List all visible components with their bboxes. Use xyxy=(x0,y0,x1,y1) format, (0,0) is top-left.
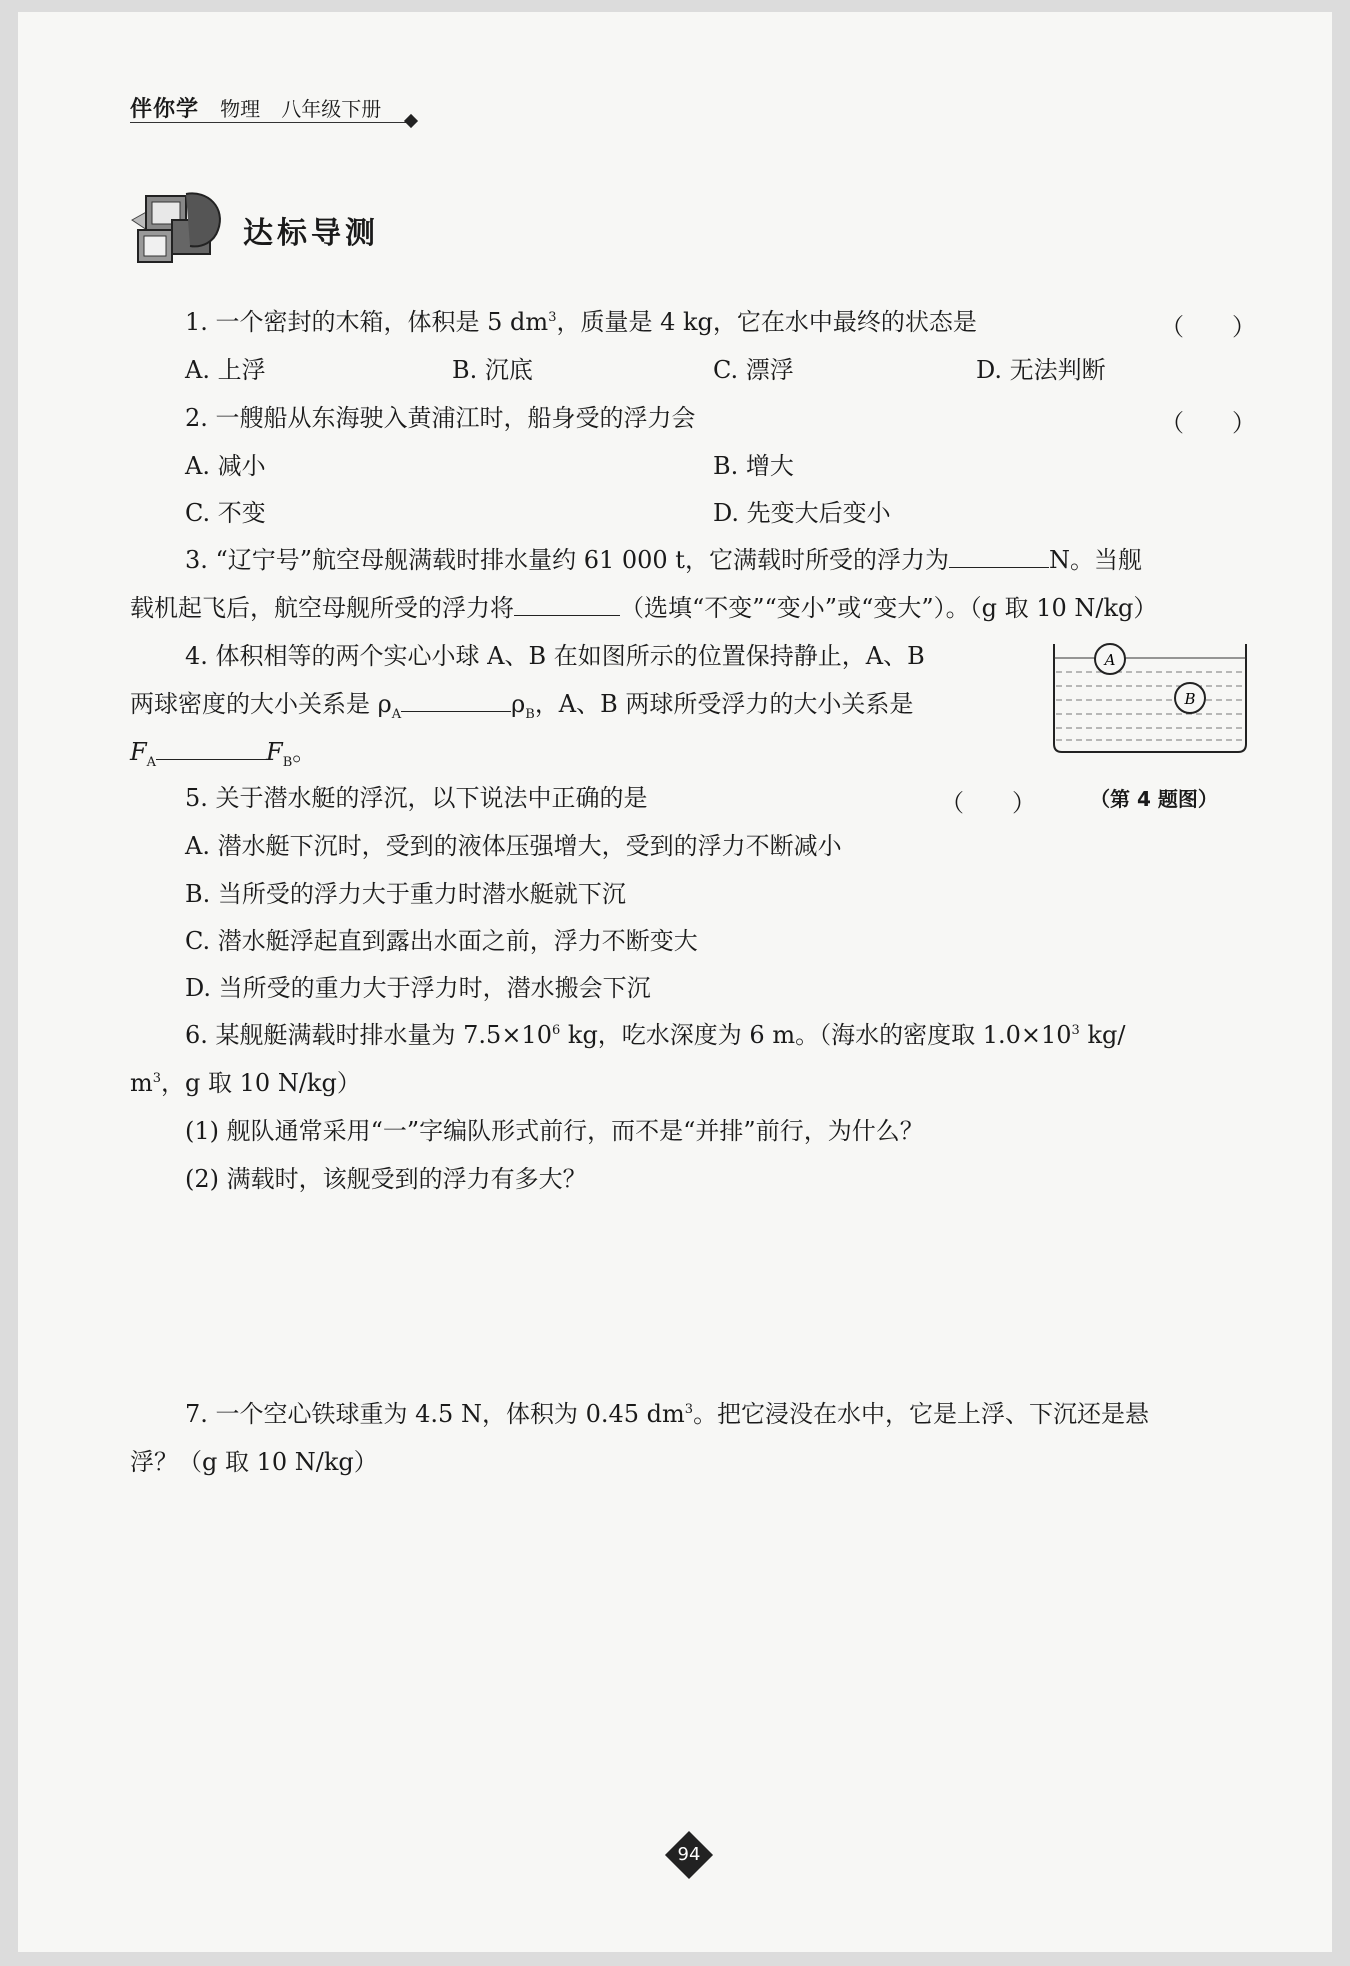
running-header xyxy=(130,92,381,123)
q1-answer-paren[interactable]: （ ） xyxy=(1160,313,1256,341)
q6-subquestion-1: (1) 舰队通常采用“一”字编队形式前行，而不是“并排”前行，为什么？ xyxy=(185,1117,924,1145)
q5-option-c: C. 潜水艇浮起直到露出水面之前，浮力不断变大 xyxy=(185,927,698,955)
q2-option-a: A. 减小 xyxy=(185,452,266,480)
q4-figure xyxy=(1050,640,1250,756)
q4-line-1: 4. 体积相等的两个实心小球 A、B 在如图所示的位置保持静止，A、B xyxy=(185,642,925,670)
q2-stem: 2. 一艘船从东海驶入黄浦江时，船身受的浮力会 xyxy=(185,404,696,432)
page-number: 94 xyxy=(677,1844,701,1865)
header-rule xyxy=(130,122,410,123)
q7-line-1: 7. 一个空心铁球重为 4.5 N，体积为 0.45 $dm^3$。把它浸没在水中，它是上浮、下沉还是悬 xyxy=(185,1400,1150,1428)
q6-subquestion-2: (2) 满载时，该舰受到的浮力有多大？ xyxy=(185,1165,587,1193)
q3-blank-1[interactable] xyxy=(949,545,1049,568)
grade-label: 八年级下册 xyxy=(281,97,382,121)
q2-option-b: B. 增大 xyxy=(713,452,794,480)
q3-line-2: 载机起飞后，航空母舰所受的浮力将 （选填“不变”“变小”或“变大”）。（g 取 10 N/kg） xyxy=(130,594,1158,622)
q7-line-2: 浮？（g 取 10 N/kg） xyxy=(130,1448,378,1476)
q4-blank-buoyancy[interactable] xyxy=(156,737,266,760)
subject-label: 物理 xyxy=(220,97,261,121)
q5-option-a: A. 潜水艇下沉时，受到的液体压强增大，受到的浮力不断减小 xyxy=(185,832,842,860)
q2-answer-paren[interactable]: （ ） xyxy=(1160,409,1256,437)
q4-blank-density[interactable] xyxy=(401,689,511,712)
q6-line-1: 6. 某舰艇满载时排水量为 $7.5\times 10^6$ kg，吃水深度为 6 m。（海水的密度取 $1.0\times 10^3$ kg/ xyxy=(185,1021,1126,1049)
q5-answer-paren[interactable]: （ ） xyxy=(940,789,1036,817)
section-title: 达标导测 xyxy=(243,216,379,251)
q5-stem: 5. 关于潜水艇的浮沉，以下说法中正确的是 xyxy=(185,784,648,812)
q1-option-b: B. 沉底 xyxy=(452,356,533,384)
q1-option-d: D. 无法判断 xyxy=(976,356,1106,384)
q1-option-a: A. 上浮 xyxy=(185,356,266,384)
page-number-badge xyxy=(666,1832,712,1878)
q4-line-3: $F_A$ $F_B$。 xyxy=(130,738,317,770)
ball-a-label: A xyxy=(1104,651,1116,669)
q1-option-c: C. 漂浮 xyxy=(713,356,794,384)
q2-option-d: D. 先变大后变小 xyxy=(713,499,891,527)
ball-b-label: B xyxy=(1184,690,1196,708)
q1-stem: 1. 一个密封的木箱，体积是 5 $dm^3$，质量是 4 kg，它在水中最终的状态是 xyxy=(185,308,977,336)
q4-figure-caption: （第 4 题图） xyxy=(1090,787,1218,811)
q3-line-1: 3. “辽宁号”航空母舰满载时排水量约 61 000 t，它满载时所受的浮力为 N。当舰 xyxy=(185,546,1142,574)
q3-blank-2[interactable] xyxy=(514,593,620,616)
q2-option-c: C. 不变 xyxy=(185,499,266,527)
q5-option-b: B. 当所受的浮力大于重力时潜水艇就下沉 xyxy=(185,880,626,908)
q4-line-2: 两球密度的大小关系是 $\rho_A$ $\rho_B$，A、B 两球所受浮力的大小关系是 xyxy=(130,690,914,722)
brand-title: 伴你学 xyxy=(130,97,200,122)
q5-option-d: D. 当所受的重力大于浮力时，潜水搬会下沉 xyxy=(185,974,651,1002)
q6-line-2: $m^3$，g 取 10 N/kg） xyxy=(130,1069,361,1097)
cube-logo-icon xyxy=(130,190,230,264)
